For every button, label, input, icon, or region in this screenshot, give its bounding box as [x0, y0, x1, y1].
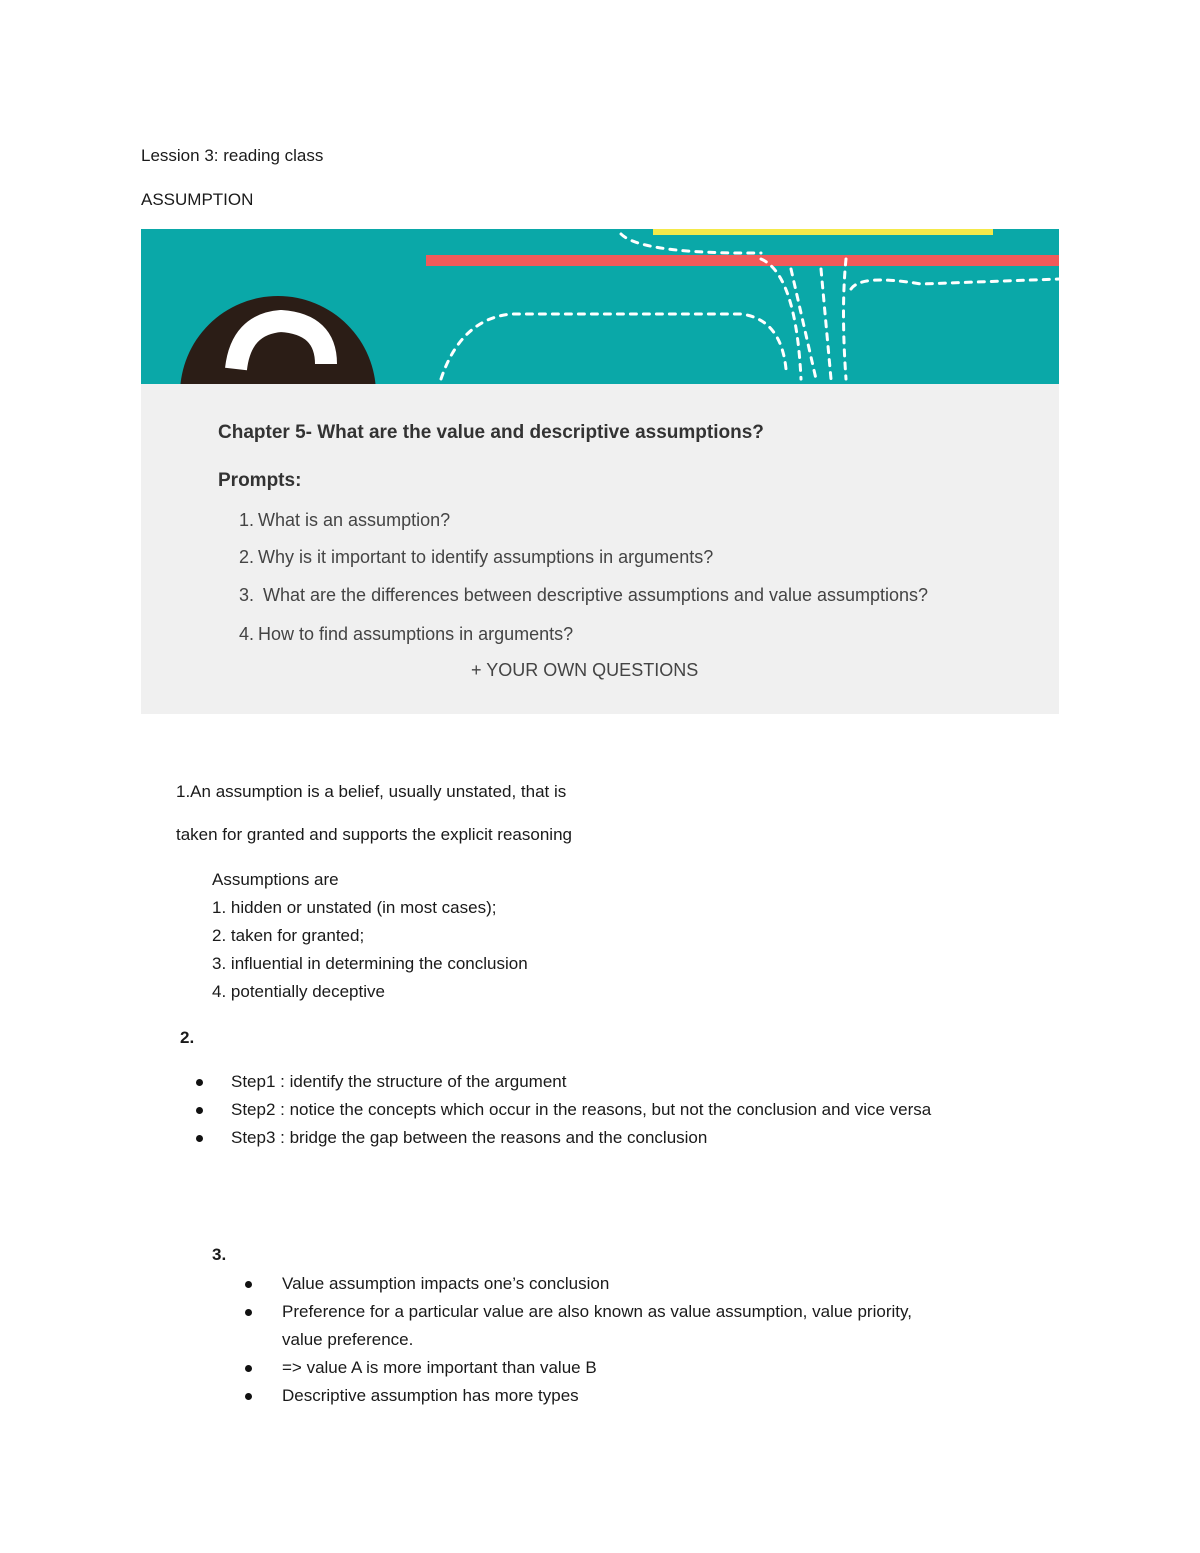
banner-title-fragment [653, 229, 993, 235]
topic-heading: ASSUMPTION [141, 190, 254, 209]
bullet-icon [196, 1107, 203, 1114]
bullet-icon [245, 1281, 252, 1288]
assumptions-list [212, 894, 528, 1006]
own-questions-note: + YOUR OWN QUESTIONS [471, 660, 699, 680]
list-item: Step2 : notice the concepts which occur in the reasons, but not the conclusion and vice versa [196, 1096, 931, 1124]
answer1-line1: 1.An assumption is a belief, usually unstated, that is [176, 782, 567, 801]
list-item: Step1 : identify the structure of the argument [196, 1068, 931, 1096]
list-item: 4. potentially deceptive [212, 982, 385, 1001]
list-item: 3. influential in determining the conclusion [212, 954, 528, 973]
answer3-label: 3. [212, 1245, 227, 1264]
slide-title: Chapter 5- What are the value and descriptive assumptions? [218, 422, 764, 443]
bullet-icon [245, 1365, 252, 1372]
answer2-label: 2. [180, 1028, 195, 1047]
list-item: Descriptive assumption has more types [245, 1382, 912, 1410]
assumptions-list-title: Assumptions are [212, 870, 339, 889]
slide-panel [141, 384, 1059, 714]
prompt-item: 4. How to find assumptions in arguments? [239, 624, 574, 644]
banner-artwork [141, 229, 1059, 384]
chapter-circle [180, 296, 376, 384]
prompt-item: 2. Why is it important to identify assumptions in arguments? [239, 547, 714, 567]
bullet-icon [245, 1309, 252, 1316]
slide-image [141, 229, 1059, 714]
bullet-icon [196, 1135, 203, 1142]
list-item: => value A is more important than value B [245, 1354, 912, 1382]
answer1-line2: taken for granted and supports the explicit reasoning [176, 825, 572, 844]
list-item: Value assumption impacts one’s conclusion [245, 1270, 912, 1298]
slide-subtitle: Prompts: [218, 470, 302, 491]
slide-banner [141, 229, 1059, 384]
prompt-item: 1. What is an assumption? [239, 510, 451, 530]
bullet-icon [196, 1079, 203, 1086]
list-item: Step3 : bridge the gap between the reasons and the conclusion [196, 1124, 931, 1152]
prompt-item: 3. What are the differences between descriptive assumptions and value assumptions? [239, 585, 929, 605]
list-item: 2. taken for granted; [212, 926, 365, 945]
steps-list [196, 1068, 931, 1152]
value-points-list [245, 1270, 912, 1410]
list-item: 1. hidden or unstated (in most cases); [212, 898, 497, 917]
banner-red-stripe [426, 255, 1059, 266]
lesson-title: Lession 3: reading class [141, 146, 324, 165]
list-item-continuation: value preference. [282, 1330, 414, 1349]
bullet-icon [245, 1393, 252, 1400]
list-item: Preference for a particular value are also known as value assumption, value priority, [245, 1298, 912, 1326]
